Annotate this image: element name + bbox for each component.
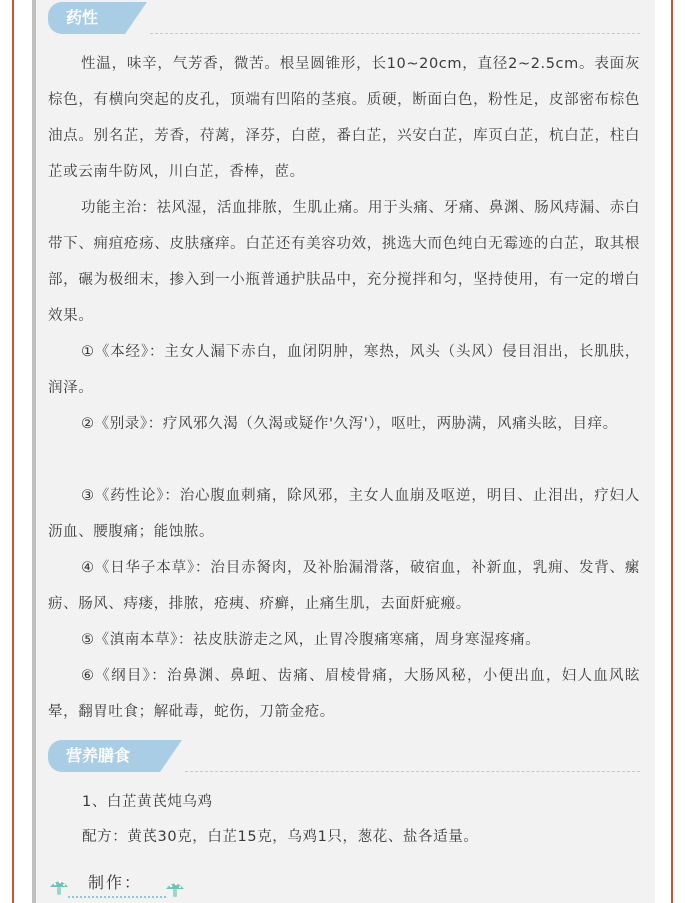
section-title: 药性: [48, 2, 125, 34]
description-paragraph: 性温，味辛，气芳香，微苦。根呈圆锥形，长10~20cm，直径2~2.5cm。表面灰棕色，有横向突起的皮孔，顶端有凹陷的茎痕。质硬，断面白色，粉性足，皮部密布棕色油点。别名芷，芳香，苻蓠，泽芬，白茝，番白芷，兴安白芷，库页白芷，杭白芷，柱白芷或云南牛防风，川白芷，香棒，茝。: [48, 56, 640, 180]
recipe-name: 1、白芷黄芪炖乌鸡: [82, 794, 213, 810]
citation-item: ⑥《纲目》：治鼻渊、鼻衄、齿痛、眉棱骨痛，大肠风秘，小便出血，妇人血风眩晕，翻胃吐食；解砒毒，蛇伤，刀箭金疮。: [48, 668, 640, 720]
make-underline: [68, 896, 166, 898]
section-divider: [185, 771, 640, 772]
mushroom-icon: [164, 878, 186, 900]
section-header-diet: [48, 740, 160, 772]
functions-paragraph: 功能主治：祛风湿，活血排脓，生肌止痛。用于头痛、牙痛、鼻渊、肠风痔漏、赤白带下、痈疽疮疡、皮肤瘙痒。白芷还有美容功效，挑选大而色纯白无霉迹的白芷，取其根部，碾为极细末，掺入到一小瓶普通护肤品中，充分搅拌和匀，坚持使用，有一定的增白效果。: [48, 200, 640, 324]
make-label: 制作：: [88, 873, 143, 892]
section-header-properties: [48, 2, 125, 34]
citation-item: ①《本经》：主女人漏下赤白，血闭阴肿，寒热，风头（头风）侵目泪出，长肌肤，润泽。: [48, 344, 640, 396]
citation-item: ④《日华子本草》：治目赤胬肉，及补胎漏滑落，破宿血，补新血，乳痈、发背、瘰疬、肠风、痔瘘，排脓，疮痍、疥癣，止痛生肌，去面皯疵瘢。: [48, 560, 640, 612]
citation-item: ⑤《滇南本草》：祛皮肤游走之风，止胃冷腹痛寒痛，周身寒湿疼痛。: [81, 632, 541, 648]
recipe-formula: 配方：黄芪30克，白芷15克，乌鸡1只，葱花、盐各适量。: [82, 829, 479, 845]
section-divider: [150, 33, 640, 34]
mushroom-icon: [48, 876, 70, 898]
make-heading: [48, 868, 198, 903]
citation-item: ③《药性论》：治心腹血刺痛，除风邪，主女人血崩及呕逆，明目、止泪出，疗妇人沥血、腰腹痛；能蚀脓。: [48, 488, 640, 540]
citation-item: ②《别录》：疗风邪久渴（久渴或疑作'久泻'），呕吐，两胁满，风痛头眩，目痒。: [81, 416, 618, 432]
section-title: 营养膳食: [48, 740, 160, 772]
